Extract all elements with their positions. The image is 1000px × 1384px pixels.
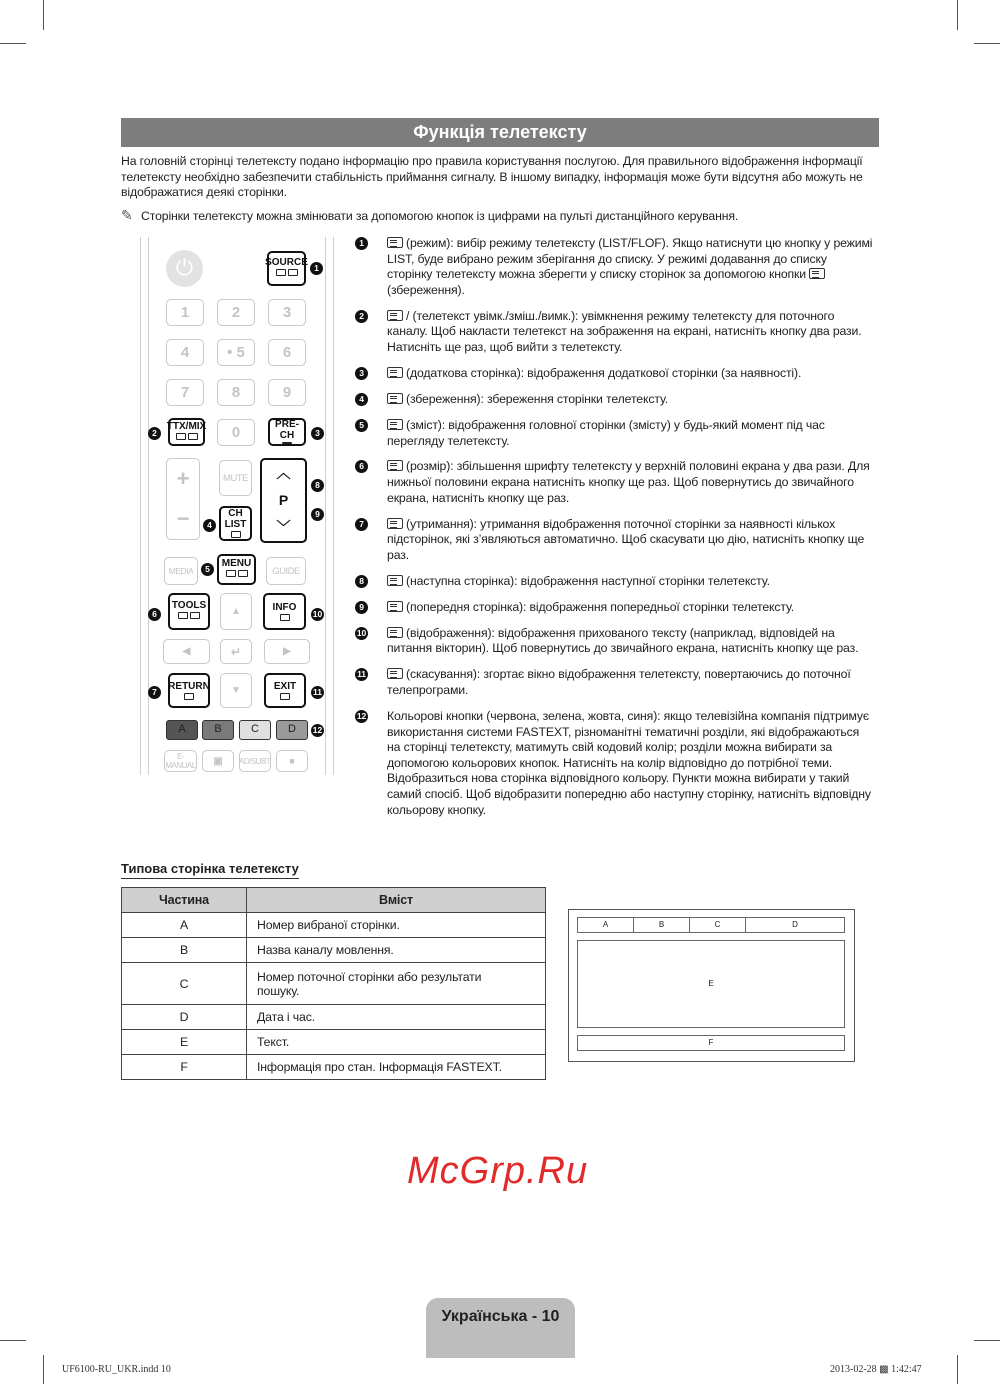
list-item: 4 (збереження): збереження сторінки телетексту.: [355, 392, 875, 408]
digit-4: 4: [166, 339, 204, 366]
note-text: Сторінки телетексту можна змінювати за допомогою кнопок із цифрами на пульті дистанційного керування.: [141, 209, 739, 223]
footer-timestamp: 2013-02-28 ▩ 1:42:47: [830, 1364, 922, 1375]
callout-5: 5: [201, 563, 214, 576]
diagram-part-d: D: [745, 917, 845, 933]
color-button-d: D: [276, 720, 308, 740]
list-item: 3 (додаткова сторінка): відображення додаткової сторінки (за наявності).: [355, 366, 875, 382]
info-button: INFO: [263, 593, 306, 630]
e-manual-button: E-MANUAL: [165, 752, 196, 770]
list-item: 2 / (телетекст увімк./зміш./вимк.): увімкнення режиму телетексту для поточного каналу. Щоб накласти телетекст на зображення на екрані, натисніть кнопку два рази. Натисніть ще раз, щоб вийти з телетексту.: [355, 309, 875, 356]
teletext-reveal-icon: [387, 627, 403, 638]
callout-12: 12: [312, 725, 323, 735]
diagram-part-f: F: [577, 1035, 845, 1051]
source-button: SOURCE: [267, 251, 306, 286]
media-button: MEDIA: [164, 557, 198, 585]
digit-6: 6: [268, 339, 306, 366]
left-arrow-button: ◀: [163, 639, 210, 664]
callout-2: 2: [148, 427, 161, 440]
diagram-part-c: C: [689, 917, 746, 933]
list-item: 8 (наступна сторінка): відображення наступної сторінки телетексту.: [355, 574, 875, 590]
mute-button: MUTE: [219, 460, 252, 496]
color-button-a: A: [166, 720, 198, 740]
teletext-subpage-icon: [387, 367, 403, 378]
intro-paragraph: На головній сторінці телетексту подано інформацію про правила користування послугою. Для правильного відображення інформації телетексту необхідно забезпечити стабільність приймання сигналу. В іншому випадку, інформація може бути відсутня або можуть не відображатися деякі сторінки.: [121, 154, 863, 200]
crop-mark: [957, 1355, 958, 1384]
volume-rocker: + −: [166, 458, 200, 540]
callout-9: 9: [311, 508, 324, 521]
ad-subt-button: AD/SUBT.: [239, 750, 271, 772]
diagram-part-b: B: [633, 917, 690, 933]
digit-0: 0: [217, 419, 255, 446]
watermark: McGrp.Ru: [407, 1150, 589, 1192]
crop-mark: [957, 0, 958, 30]
list-item: 6 (розмір): збільшення шрифту телетексту у верхній половині екрана у два рази. Для нижньої половини екрана натисніть кнопку ще раз. Щоб повернутись до звичайного екрана, натисніть кнопку ще раз.: [355, 459, 875, 506]
teletext-parts-table: [121, 887, 546, 1080]
table-section-title: Типова сторінка телетексту: [121, 861, 299, 879]
callout-6: 6: [148, 608, 161, 621]
list-item: 12 Кольорові кнопки (червона, зелена, жовта, синя): якщо телевізійна компанія підтримує використання системи FASTEXT, різноманітні тематичні розділи, які відображаються на сторінці телетексту, матимуть свій кодовий колір; розділи можна вибирати за допомогою кольорових кнопок. Натисніть на колір відповідно до потрібної теми. Відобразиться нова сторінка відповідного кольору. Пункти можна вибирати у такий самий спосіб. Щоб відобразити попередню або наступну сторінку, натисніть відповідну кольорову кнопку.: [356, 708, 871, 817]
teletext-on-icon: [387, 310, 403, 321]
table-row: A Номер вибраної сторінки.: [122, 913, 546, 938]
menu-button: MENU: [217, 554, 256, 585]
digit-8: 8: [217, 379, 255, 406]
table-row: F Інформація про стан. Інформація FASTEXT.: [122, 1055, 546, 1080]
table-row: C Номер поточної сторінки або результати пошуку.: [122, 963, 546, 1005]
teletext-store-icon: [809, 268, 825, 279]
note: [121, 207, 881, 224]
pencil-note-icon: ✎: [121, 207, 133, 223]
up-arrow-button: ▲: [220, 593, 252, 630]
list-item: 7 (утримання): утримання відображення поточної сторінки за наявності кількох підсторінок, які з’являються автоматично. Щоб скасувати цю дію, натисніть кнопку ще раз.: [355, 517, 875, 564]
return-button: RETURN: [168, 673, 210, 708]
digit-7: 7: [166, 379, 204, 406]
callout-4: 4: [203, 519, 216, 532]
crop-mark: [974, 43, 1000, 44]
list-item: 1 (режим): вибір режиму телетексту (LIST/FLOF). Якщо натиснути цю кнопку у режимі LIST, буде вибрано режим зберігання до списку. У режимі додавання до списку сторінку телетексту можна зберегти у списку сторінок за допомогою кнопки (збереження).: [355, 236, 875, 298]
digit-1: 1: [166, 299, 204, 326]
crop-mark: [43, 0, 44, 30]
callout-10: 10: [312, 609, 323, 619]
table-row: E Текст.: [122, 1030, 546, 1055]
page-number-tab: Українська - 10: [426, 1298, 575, 1358]
function-list: [355, 236, 875, 829]
teletext-size-icon: [387, 460, 403, 471]
crop-mark: [0, 43, 26, 44]
diagram-part-e: E: [577, 940, 845, 1028]
color-button-b: B: [202, 720, 234, 740]
digit-9: 9: [268, 379, 306, 406]
teletext-prev-page-icon: [387, 601, 403, 612]
pre-ch-button: PRE-CH: [268, 418, 306, 446]
color-button-c: C: [239, 720, 271, 740]
section-title: Функція телетексту: [121, 118, 879, 147]
crop-mark: [974, 1340, 1000, 1341]
digit-3: 3: [268, 299, 306, 326]
diagram-part-a: A: [577, 917, 634, 933]
guide-button: GUIDE: [266, 557, 306, 585]
callout-1: 1: [310, 262, 323, 275]
teletext-hold-icon: [387, 518, 403, 529]
list-item: 9 (попередня сторінка): відображення попередньої сторінки телетексту.: [355, 600, 875, 616]
list-item: 5 (зміст): відображення головної сторінки (змісту) у будь-який момент під час перегляду телетексту.: [355, 418, 875, 449]
digit-2: 2: [217, 299, 255, 326]
callout-8: 8: [311, 479, 324, 492]
footer-filename: UF6100-RU_UKR.indd 10: [62, 1364, 171, 1375]
crop-mark: [0, 1340, 26, 1341]
table-row: D Дата і час.: [122, 1005, 546, 1030]
down-arrow-button: ▼: [220, 673, 252, 708]
table-row: B Назва каналу мовлення.: [122, 938, 546, 963]
ch-list-button: CH LIST: [219, 506, 252, 541]
teletext-next-page-icon: [387, 575, 403, 586]
tools-button: TOOLS: [168, 593, 210, 630]
callout-3: 3: [311, 427, 324, 440]
enter-button: ↵: [220, 639, 252, 664]
teletext-index-icon: [387, 419, 403, 430]
teletext-store-icon: [387, 393, 403, 404]
list-item: 10 (відображення): відображення прихованого тексту (наприклад, відповідей на питання вікторин). Щоб повернутись до звичайного екрана, натисніть кнопку ще раз.: [356, 625, 859, 656]
exit-button: EXIT: [264, 673, 306, 708]
channel-rocker: ︿ P ﹀: [260, 458, 307, 543]
teletext-mode-icon: [387, 237, 403, 248]
right-arrow-button: ▶: [264, 639, 310, 664]
callout-11: 11: [313, 687, 322, 697]
callout-7: 7: [148, 686, 161, 699]
digit-5: • 5: [217, 339, 255, 366]
power-icon: ⏻: [166, 250, 203, 287]
ttx-mix-button: TTX/MIX: [168, 418, 205, 446]
stop-button: ■: [276, 750, 308, 772]
teletext-page-diagram: [568, 909, 855, 1062]
crop-mark: [43, 1355, 44, 1384]
column-header: Вміст: [247, 888, 546, 913]
3d-icon: ▣: [202, 750, 234, 772]
column-header: Частина: [122, 888, 247, 913]
list-item: 11 (скасування): згортає вікно відображення телетексту, повертаючись до поточної телепрограми.: [355, 667, 875, 698]
teletext-cancel-icon: [387, 668, 403, 679]
